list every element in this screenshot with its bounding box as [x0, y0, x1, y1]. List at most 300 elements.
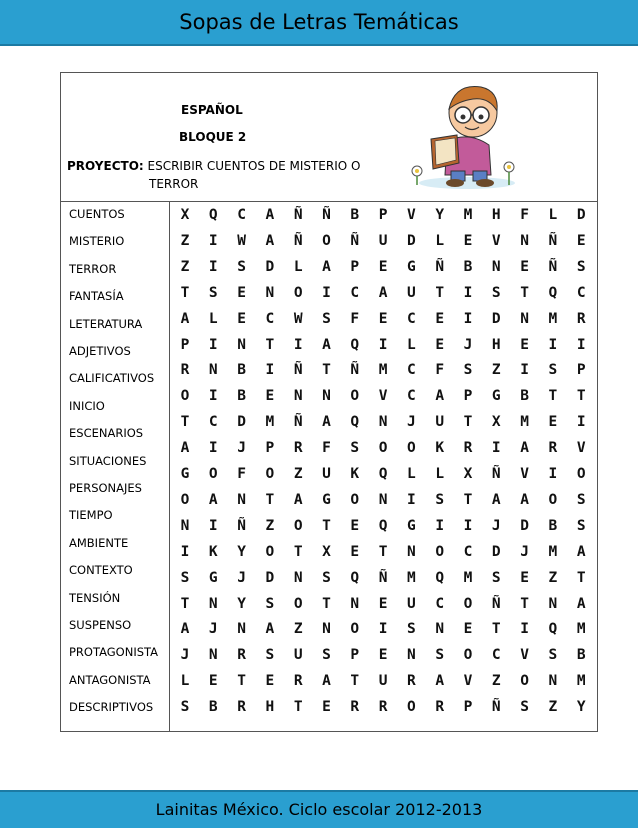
grid-letter[interactable]: P — [265, 440, 275, 457]
grid-letter[interactable]: N — [237, 621, 246, 638]
grid-letter[interactable]: B — [520, 388, 529, 405]
grid-letter[interactable]: T — [180, 595, 190, 612]
grid-letter[interactable]: I — [265, 362, 275, 379]
grid-letter[interactable]: O — [180, 491, 190, 508]
grid-letter[interactable]: Z — [548, 569, 558, 586]
grid-letter[interactable]: D — [576, 207, 586, 223]
grid-letter[interactable]: D — [491, 310, 501, 327]
grid-letter[interactable]: H — [265, 699, 275, 716]
grid-letter[interactable]: A — [491, 491, 501, 508]
grid-letter[interactable]: B — [576, 647, 586, 664]
grid-letter[interactable]: C — [463, 543, 473, 560]
grid-letter[interactable]: E — [435, 310, 445, 327]
grid-letter[interactable]: N — [322, 621, 331, 638]
grid-letter[interactable]: L — [407, 336, 416, 353]
grid-letter[interactable]: S — [435, 491, 445, 508]
grid-letter[interactable]: K — [435, 440, 445, 457]
grid-letter[interactable]: T — [322, 362, 331, 379]
grid-letter[interactable]: I — [208, 258, 218, 275]
grid-letter[interactable]: N — [520, 232, 529, 249]
grid-letter[interactable]: M — [548, 310, 558, 327]
grid-letter[interactable]: G — [407, 258, 416, 275]
grid-letter[interactable]: I — [208, 517, 218, 534]
grid-letter[interactable]: T — [520, 595, 529, 612]
grid-letter[interactable]: C — [407, 388, 416, 405]
grid-letter[interactable]: U — [407, 284, 416, 301]
grid-letter[interactable]: D — [265, 258, 275, 275]
grid-letter[interactable]: H — [491, 207, 501, 223]
grid-letter[interactable]: Z — [293, 466, 303, 482]
grid-letter[interactable]: L — [293, 258, 303, 275]
grid-letter[interactable]: O — [265, 466, 275, 482]
grid-letter[interactable]: E — [463, 232, 473, 249]
grid-letter[interactable]: C — [491, 647, 501, 664]
grid-letter[interactable]: A — [265, 207, 275, 223]
grid-letter[interactable]: M — [520, 414, 529, 431]
grid-letter[interactable]: I — [378, 621, 388, 638]
grid-letter[interactable]: R — [293, 440, 303, 457]
grid-letter[interactable]: P — [378, 207, 388, 223]
grid-letter[interactable]: O — [350, 621, 360, 638]
grid-letter[interactable]: M — [576, 673, 586, 690]
grid-letter[interactable]: O — [378, 440, 388, 457]
grid-letter[interactable]: G — [491, 388, 501, 405]
grid-letter[interactable]: D — [407, 232, 416, 249]
grid-letter[interactable]: O — [435, 543, 445, 560]
grid-letter[interactable]: P — [463, 699, 473, 716]
grid-letter[interactable]: Ñ — [293, 232, 303, 249]
grid-letter[interactable]: C — [407, 362, 416, 379]
grid-letter[interactable]: D — [520, 517, 529, 534]
grid-letter[interactable]: T — [520, 284, 529, 301]
grid-letter[interactable]: T — [548, 388, 558, 405]
grid-letter[interactable]: V — [463, 673, 473, 690]
grid-letter[interactable]: E — [520, 336, 529, 353]
grid-letter[interactable]: A — [435, 388, 445, 405]
grid-letter[interactable]: A — [180, 310, 190, 327]
grid-letter[interactable]: M — [463, 207, 473, 223]
grid-letter[interactable]: L — [208, 310, 218, 327]
grid-letter[interactable]: N — [237, 491, 246, 508]
grid-letter[interactable]: F — [322, 440, 331, 457]
grid-letter[interactable]: Y — [237, 543, 246, 560]
grid-letter[interactable]: B — [548, 517, 558, 534]
grid-letter[interactable]: P — [180, 336, 190, 353]
grid-letter[interactable]: Z — [548, 699, 558, 716]
grid-letter[interactable]: S — [265, 647, 275, 664]
grid-letter[interactable]: A — [180, 440, 190, 457]
grid-letter[interactable]: J — [180, 647, 190, 664]
grid-letter[interactable]: S — [520, 699, 529, 716]
grid-letter[interactable]: B — [237, 388, 246, 405]
grid-letter[interactable]: Y — [576, 699, 586, 716]
grid-letter[interactable]: P — [350, 647, 360, 664]
grid-letter[interactable]: V — [407, 207, 416, 223]
grid-letter[interactable]: Q — [378, 517, 388, 534]
grid-letter[interactable]: B — [463, 258, 473, 275]
grid-letter[interactable]: E — [576, 232, 586, 249]
grid-letter[interactable]: M — [407, 569, 416, 586]
grid-letter[interactable]: T — [463, 414, 473, 431]
grid-letter[interactable]: E — [378, 595, 388, 612]
grid-letter[interactable]: O — [293, 595, 303, 612]
grid-letter[interactable]: S — [180, 699, 190, 716]
grid-letter[interactable]: O — [548, 491, 558, 508]
grid-letter[interactable]: J — [520, 543, 529, 560]
grid-letter[interactable]: U — [435, 414, 445, 431]
grid-letter[interactable]: E — [520, 569, 529, 586]
grid-letter[interactable]: I — [208, 388, 218, 405]
grid-letter[interactable]: D — [265, 569, 275, 586]
grid-letter[interactable]: C — [407, 310, 416, 327]
grid-letter[interactable]: X — [491, 414, 501, 431]
grid-letter[interactable]: W — [237, 232, 246, 249]
grid-letter[interactable]: M — [548, 543, 558, 560]
grid-letter[interactable]: A — [265, 232, 275, 249]
grid-letter[interactable]: I — [491, 440, 501, 457]
grid-letter[interactable]: N — [378, 491, 388, 508]
grid-letter[interactable]: A — [322, 673, 331, 690]
grid-letter[interactable]: M — [265, 414, 275, 431]
grid-letter[interactable]: Q — [350, 414, 360, 431]
grid-letter[interactable]: Ñ — [491, 466, 501, 482]
grid-letter[interactable]: S — [350, 440, 360, 457]
grid-letter[interactable]: N — [407, 543, 416, 560]
grid-letter[interactable]: T — [463, 491, 473, 508]
grid-letter[interactable]: E — [350, 543, 360, 560]
grid-letter[interactable]: O — [265, 543, 275, 560]
grid-letter[interactable]: M — [463, 569, 473, 586]
grid-letter[interactable]: I — [208, 336, 218, 353]
grid-letter[interactable]: E — [237, 284, 246, 301]
grid-letter[interactable]: O — [407, 440, 416, 457]
grid-letter[interactable]: T — [435, 284, 445, 301]
grid-letter[interactable]: R — [237, 647, 246, 664]
grid-letter[interactable]: F — [520, 207, 529, 223]
grid-letter[interactable]: O — [293, 284, 303, 301]
grid-letter[interactable]: E — [378, 258, 388, 275]
grid-letter[interactable]: Z — [293, 621, 303, 638]
grid-letter[interactable]: S — [180, 569, 190, 586]
grid-letter[interactable]: A — [520, 491, 529, 508]
grid-letter[interactable]: E — [378, 647, 388, 664]
grid-letter[interactable]: Q — [350, 569, 360, 586]
grid-letter[interactable]: T — [322, 517, 331, 534]
grid-letter[interactable]: N — [548, 595, 558, 612]
grid-letter[interactable]: N — [293, 388, 303, 405]
grid-letter[interactable]: F — [350, 310, 360, 327]
grid-letter[interactable]: Ñ — [293, 362, 303, 379]
grid-letter[interactable]: N — [237, 336, 246, 353]
grid-letter[interactable]: N — [208, 647, 218, 664]
grid-letter[interactable]: L — [435, 466, 445, 482]
grid-letter[interactable]: A — [265, 621, 275, 638]
grid-letter[interactable]: L — [180, 673, 190, 690]
grid-letter[interactable]: A — [322, 414, 331, 431]
grid-letter[interactable]: S — [265, 595, 275, 612]
grid-letter[interactable]: I — [463, 517, 473, 534]
grid-letter[interactable]: S — [407, 621, 416, 638]
grid-letter[interactable]: C — [237, 207, 246, 223]
grid-letter[interactable]: N — [378, 414, 388, 431]
grid-letter[interactable]: U — [322, 466, 331, 482]
grid-letter[interactable]: J — [208, 621, 218, 638]
grid-letter[interactable]: Q — [548, 621, 558, 638]
grid-letter[interactable]: S — [322, 569, 331, 586]
grid-letter[interactable]: Q — [208, 207, 218, 223]
grid-letter[interactable]: B — [350, 207, 360, 223]
grid-letter[interactable]: T — [350, 673, 360, 690]
grid-letter[interactable]: S — [208, 284, 218, 301]
grid-letter[interactable]: K — [208, 543, 218, 560]
grid-letter[interactable]: J — [237, 569, 246, 586]
grid-letter[interactable]: Q — [435, 569, 445, 586]
grid-letter[interactable]: I — [322, 284, 331, 301]
grid-letter[interactable]: R — [378, 699, 388, 716]
grid-letter[interactable]: U — [293, 647, 303, 664]
grid-letter[interactable]: X — [322, 543, 331, 560]
grid-letter[interactable]: E — [378, 310, 388, 327]
grid-letter[interactable]: G — [407, 517, 416, 534]
grid-letter[interactable]: A — [576, 543, 586, 560]
grid-letter[interactable]: T — [576, 569, 586, 586]
grid-letter[interactable]: D — [237, 414, 246, 431]
grid-letter[interactable]: Q — [350, 336, 360, 353]
grid-letter[interactable]: N — [208, 595, 218, 612]
grid-letter[interactable]: Z — [265, 517, 275, 534]
grid-letter[interactable]: E — [435, 336, 445, 353]
grid-letter[interactable]: N — [208, 362, 218, 379]
grid-letter[interactable]: N — [407, 647, 416, 664]
grid-letter[interactable]: E — [237, 310, 246, 327]
grid-letter[interactable]: N — [350, 595, 360, 612]
grid-letter[interactable]: C — [576, 284, 586, 301]
grid-letter[interactable]: S — [576, 491, 586, 508]
grid-letter[interactable]: G — [322, 491, 331, 508]
grid-letter[interactable]: E — [548, 414, 558, 431]
grid-letter[interactable]: E — [265, 673, 275, 690]
grid-letter[interactable]: O — [407, 699, 416, 716]
grid-letter[interactable]: Ñ — [237, 517, 246, 534]
grid-letter[interactable]: S — [322, 310, 331, 327]
grid-letter[interactable]: W — [293, 310, 303, 327]
grid-letter[interactable]: I — [293, 336, 303, 353]
grid-letter[interactable]: N — [180, 517, 190, 534]
grid-letter[interactable]: O — [293, 517, 303, 534]
grid-letter[interactable]: T — [180, 414, 190, 431]
grid-letter[interactable]: J — [491, 517, 501, 534]
grid-letter[interactable]: Ñ — [293, 207, 303, 223]
grid-letter[interactable]: A — [208, 491, 218, 508]
grid-letter[interactable]: M — [378, 362, 388, 379]
grid-letter[interactable]: Z — [180, 258, 190, 275]
grid-letter[interactable]: A — [520, 440, 529, 457]
grid-letter[interactable]: A — [322, 258, 331, 275]
grid-letter[interactable]: P — [576, 362, 586, 379]
grid-letter[interactable]: Ñ — [378, 569, 388, 586]
grid-letter[interactable]: Ñ — [350, 362, 360, 379]
grid-letter[interactable]: P — [350, 258, 360, 275]
grid-letter[interactable]: I — [576, 336, 586, 353]
grid-letter[interactable]: I — [548, 336, 558, 353]
grid-letter[interactable]: H — [491, 336, 501, 353]
grid-letter[interactable]: S — [237, 258, 246, 275]
grid-letter[interactable]: S — [491, 284, 501, 301]
grid-letter[interactable]: S — [435, 647, 445, 664]
grid-letter[interactable]: T — [293, 699, 303, 716]
grid-letter[interactable]: U — [378, 673, 388, 690]
grid-letter[interactable]: A — [322, 336, 331, 353]
grid-letter[interactable]: T — [293, 543, 303, 560]
grid-letter[interactable]: A — [180, 621, 190, 638]
grid-letter[interactable]: O — [350, 388, 360, 405]
grid-letter[interactable]: O — [520, 673, 529, 690]
grid-letter[interactable]: A — [378, 284, 388, 301]
grid-letter[interactable]: J — [463, 336, 473, 353]
grid-letter[interactable]: X — [180, 207, 190, 223]
grid-letter[interactable]: S — [491, 569, 501, 586]
grid-letter[interactable]: Ñ — [491, 699, 501, 716]
grid-letter[interactable]: L — [407, 466, 416, 482]
grid-letter[interactable]: T — [378, 543, 388, 560]
grid-letter[interactable]: T — [322, 595, 331, 612]
grid-letter[interactable]: Ñ — [350, 232, 360, 249]
grid-letter[interactable]: R — [237, 699, 246, 716]
grid-letter[interactable]: T — [237, 673, 246, 690]
grid-letter[interactable]: B — [208, 699, 218, 716]
grid-letter[interactable]: L — [435, 232, 445, 249]
grid-letter[interactable]: T — [265, 491, 275, 508]
grid-letter[interactable]: V — [520, 466, 529, 482]
grid-letter[interactable]: E — [350, 517, 360, 534]
grid-letter[interactable]: R — [576, 310, 586, 327]
grid-letter[interactable]: I — [520, 362, 529, 379]
grid-letter[interactable]: U — [407, 595, 416, 612]
grid-letter[interactable]: Y — [237, 595, 246, 612]
grid-letter[interactable]: K — [350, 466, 360, 482]
grid-letter[interactable]: E — [208, 673, 218, 690]
grid-letter[interactable]: N — [265, 284, 275, 301]
grid-letter[interactable]: O — [180, 388, 190, 405]
grid-letter[interactable]: Ñ — [322, 207, 331, 223]
grid-letter[interactable]: T — [180, 284, 190, 301]
grid-letter[interactable]: I — [576, 414, 586, 431]
grid-letter[interactable]: Ñ — [548, 232, 558, 249]
grid-letter[interactable]: U — [378, 232, 388, 249]
grid-letter[interactable]: O — [322, 232, 331, 249]
grid-letter[interactable]: I — [180, 543, 190, 560]
grid-letter[interactable]: C — [265, 310, 275, 327]
grid-letter[interactable]: T — [265, 336, 275, 353]
grid-letter[interactable]: S — [576, 258, 586, 275]
grid-letter[interactable]: T — [491, 621, 501, 638]
grid-letter[interactable]: O — [208, 466, 218, 482]
grid-letter[interactable]: S — [576, 517, 586, 534]
grid-letter[interactable]: G — [208, 569, 218, 586]
grid-letter[interactable]: S — [548, 362, 558, 379]
grid-letter[interactable]: V — [520, 647, 529, 664]
grid-letter[interactable]: I — [208, 440, 218, 457]
grid-letter[interactable]: N — [520, 310, 529, 327]
grid-letter[interactable]: N — [322, 388, 331, 405]
grid-letter[interactable]: R — [548, 440, 558, 457]
grid-letter[interactable]: N — [293, 569, 303, 586]
grid-letter[interactable]: Z — [491, 673, 501, 690]
grid-letter[interactable]: R — [350, 699, 360, 716]
grid-letter[interactable]: J — [237, 440, 246, 457]
grid-letter[interactable]: I — [208, 232, 218, 249]
grid-letter[interactable]: Q — [548, 284, 558, 301]
grid-letter[interactable]: Z — [180, 232, 190, 249]
grid-letter[interactable]: I — [407, 491, 416, 508]
grid-letter[interactable]: F — [435, 362, 445, 379]
grid-letter[interactable]: E — [322, 699, 331, 716]
grid-letter[interactable]: R — [180, 362, 190, 379]
grid-letter[interactable]: O — [576, 466, 586, 482]
grid-letter[interactable]: L — [548, 207, 558, 223]
grid-letter[interactable]: P — [463, 388, 473, 405]
grid-letter[interactable]: I — [463, 284, 473, 301]
grid-letter[interactable]: C — [350, 284, 360, 301]
grid-letter[interactable]: S — [548, 647, 558, 664]
grid-letter[interactable]: G — [180, 466, 190, 482]
grid-letter[interactable]: A — [435, 673, 445, 690]
grid-letter[interactable]: S — [322, 647, 331, 664]
grid-letter[interactable]: E — [463, 621, 473, 638]
grid-letter[interactable]: O — [350, 491, 360, 508]
grid-letter[interactable]: I — [378, 336, 388, 353]
grid-letter[interactable]: Ñ — [293, 414, 303, 431]
grid-letter[interactable]: C — [208, 414, 218, 431]
grid-letter[interactable]: F — [237, 466, 246, 482]
grid-letter[interactable]: A — [576, 595, 586, 612]
grid-letter[interactable]: N — [491, 258, 501, 275]
grid-letter[interactable]: Ñ — [435, 258, 445, 275]
grid-letter[interactable]: E — [265, 388, 275, 405]
grid-letter[interactable]: Ñ — [491, 595, 501, 612]
grid-letter[interactable]: I — [463, 310, 473, 327]
grid-letter[interactable]: I — [520, 621, 529, 638]
grid-letter[interactable]: X — [463, 466, 473, 482]
grid-letter[interactable]: C — [435, 595, 445, 612]
grid-letter[interactable]: E — [520, 258, 529, 275]
grid-letter[interactable]: R — [435, 699, 445, 716]
grid-letter[interactable]: N — [548, 673, 558, 690]
grid-letter[interactable]: R — [407, 673, 416, 690]
grid-letter[interactable]: N — [435, 621, 445, 638]
grid-letter[interactable]: I — [435, 517, 445, 534]
grid-letter[interactable]: Q — [378, 466, 388, 482]
grid-letter[interactable]: J — [407, 414, 416, 431]
grid-letter[interactable]: R — [293, 673, 303, 690]
grid-letter[interactable]: T — [576, 388, 586, 405]
grid-letter[interactable]: A — [293, 491, 303, 508]
grid-letter[interactable]: Z — [491, 362, 501, 379]
grid-letter[interactable]: M — [576, 621, 586, 638]
grid-letter[interactable]: D — [491, 543, 501, 560]
grid-letter[interactable]: S — [463, 362, 473, 379]
grid-letter[interactable]: O — [463, 647, 473, 664]
grid-letter[interactable]: V — [491, 232, 501, 249]
grid-letter[interactable]: Y — [435, 207, 445, 223]
grid-letter[interactable]: I — [548, 466, 558, 482]
grid-letter[interactable]: V — [378, 388, 388, 405]
grid-letter[interactable]: V — [576, 440, 586, 457]
grid-letter[interactable]: B — [237, 362, 246, 379]
grid-letter[interactable]: Ñ — [548, 258, 558, 275]
grid-letter[interactable]: R — [463, 440, 473, 457]
grid-letter[interactable]: O — [463, 595, 473, 612]
